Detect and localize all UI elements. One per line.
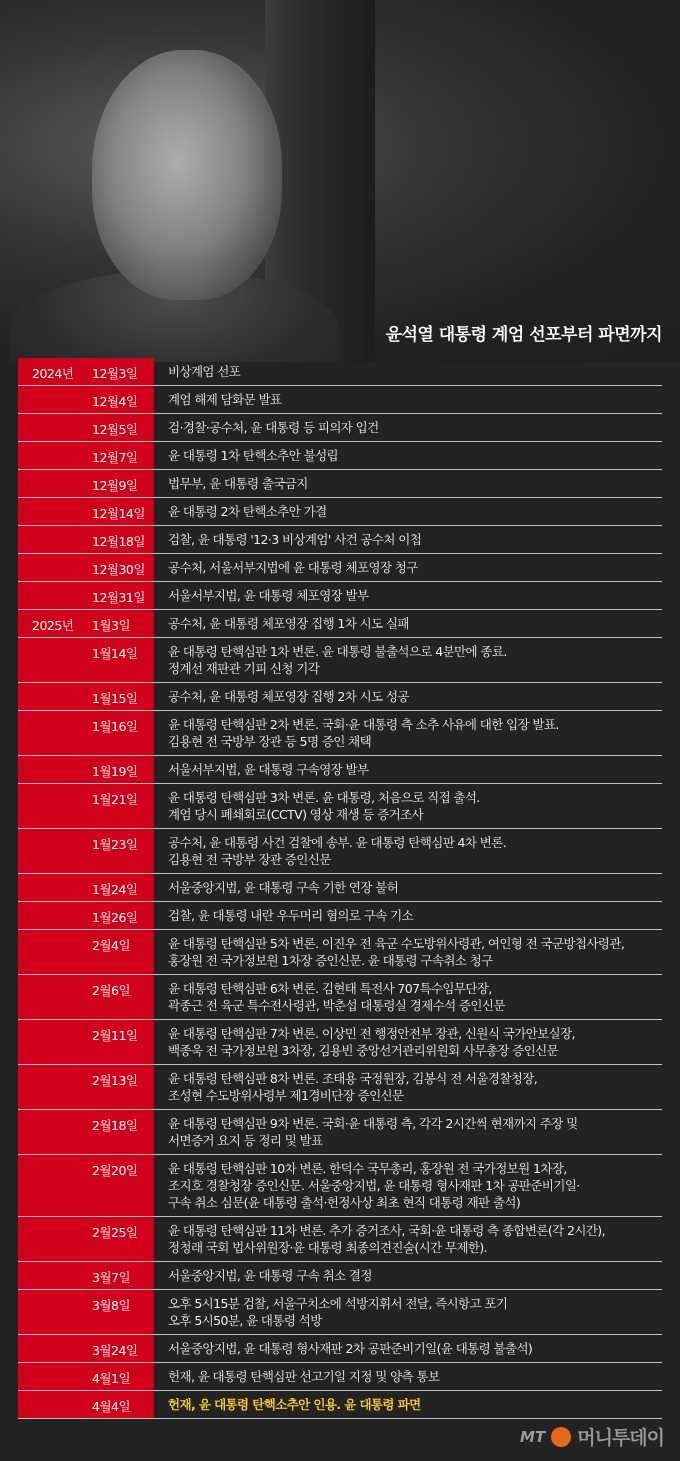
date-label: 12월5일 — [92, 422, 138, 437]
date-cell — [18, 829, 154, 873]
event-cell — [154, 756, 662, 783]
timeline-row — [18, 756, 662, 784]
event-text: 백종욱 전 국가정보원 3차장, 김용빈 중앙선거관리위원회 사무총장 증인신문 — [168, 1043, 559, 1058]
event-text: 오후 5시15분 검찰, 서울구치소에 석방지휘서 전달, 즉시항고 포기 — [168, 1296, 508, 1311]
event-text: 법무부, 윤 대통령 출국금지 — [168, 476, 308, 491]
timeline-row — [18, 442, 662, 470]
date-cell — [18, 756, 154, 783]
timeline-row — [18, 554, 662, 582]
date-label: 2월20일 — [92, 1163, 138, 1178]
event-text: 윤 대통령 탄핵심판 1차 변론. 윤 대통령 불출석으로 4분만에 종료. — [168, 644, 507, 659]
event-cell — [154, 874, 662, 901]
date-cell — [18, 638, 154, 682]
timeline-row — [18, 358, 662, 386]
event-text: 서면증거 요지 등 정리 및 발표 — [168, 1133, 323, 1148]
timeline-row — [18, 711, 662, 756]
date-label: 12월4일 — [92, 394, 138, 409]
date-cell — [18, 414, 154, 441]
date-label: 1월16일 — [92, 719, 138, 734]
event-text: 계엄 해제 담화문 발표 — [168, 392, 282, 407]
event-text: 윤 대통령 탄핵심판 9차 변론. 국회·윤 대통령 측, 각각 2시간씩 현재까지 주장 및 — [168, 1116, 578, 1131]
timeline-row — [18, 638, 662, 683]
date-cell — [18, 498, 154, 525]
event-text: 정계선 재판관 기피 신청 기각 — [168, 661, 320, 676]
event-cell — [154, 1262, 662, 1289]
date-label: 1월3일 — [92, 618, 131, 633]
event-cell — [154, 638, 662, 682]
timeline-row — [18, 930, 662, 975]
date-cell — [18, 874, 154, 901]
date-cell — [18, 1155, 154, 1216]
date-label: 12월30일 — [92, 562, 145, 577]
date-cell — [18, 711, 154, 755]
timeline-row — [18, 902, 662, 930]
date-label: 12월3일 — [92, 366, 138, 381]
timeline-row — [18, 1217, 662, 1262]
event-text: 윤 대통령 탄핵심판 6차 변론. 김현태 특전사 707특수임무단장, — [168, 981, 492, 996]
timeline-row — [18, 1262, 662, 1290]
date-cell — [18, 554, 154, 581]
timeline-row — [18, 874, 662, 902]
date-label: 12월31일 — [92, 590, 145, 605]
date-cell — [18, 1391, 154, 1418]
timeline-table — [18, 358, 662, 1419]
event-text: 윤 대통령 탄핵심판 8차 변론. 조태용 국정원장, 김봉식 전 서울경찰청장, — [168, 1071, 538, 1086]
event-text: 홍장원 전 국가정보원 1차장 증인신문. 윤 대통령 구속취소 청구 — [168, 953, 493, 968]
event-text: 공수처, 윤 대통령 체포영장 집행 2차 시도 성공 — [168, 689, 409, 704]
date-label: 2월11일 — [92, 1028, 138, 1043]
event-text: 검찰, 윤 대통령 '12·3 비상계엄' 사건 공수처 이첩 — [168, 532, 422, 547]
event-cell — [154, 1335, 662, 1362]
event-cell — [154, 1391, 662, 1418]
date-label: 2월4일 — [92, 938, 131, 953]
timeline-row — [18, 784, 662, 829]
event-text: 검·경찰·공수처, 윤 대통령 등 피의자 입건 — [168, 420, 379, 435]
event-cell — [154, 784, 662, 828]
date-cell — [18, 386, 154, 413]
event-text: 김용현 전 국방부 장관 증인신문 — [168, 852, 331, 867]
date-label: 1월19일 — [92, 764, 138, 779]
date-cell — [18, 470, 154, 497]
timeline-row — [18, 683, 662, 711]
date-label: 3월24일 — [92, 1343, 138, 1358]
event-text: 서울중앙지법, 윤 대통령 구속 기한 연장 불허 — [168, 880, 399, 895]
timeline-row — [18, 829, 662, 874]
date-cell — [18, 610, 154, 637]
event-cell — [154, 829, 662, 873]
date-label: 2월25일 — [92, 1225, 138, 1240]
brand-logo — [520, 1423, 664, 1450]
date-label: 1월14일 — [92, 646, 138, 661]
date-cell — [18, 1262, 154, 1289]
date-label: 2월13일 — [92, 1073, 138, 1088]
event-text: 검찰, 윤 대통령 내란 우두머리 혐의로 구속 기소 — [168, 908, 414, 923]
date-label: 2월6일 — [92, 983, 131, 998]
date-label: 12월9일 — [92, 478, 138, 493]
event-cell — [154, 554, 662, 581]
event-cell — [154, 1363, 662, 1390]
date-label: 12월7일 — [92, 450, 138, 465]
timeline-row — [18, 1020, 662, 1065]
event-text: 윤 대통령 탄핵심판 2차 변론. 국회·윤 대통령 측 소추 사유에 대한 입장 발표. — [168, 717, 559, 732]
date-label: 4월1일 — [92, 1371, 131, 1386]
event-text: 비상계엄 선포 — [168, 364, 241, 379]
event-text: 공수처, 윤 대통령 사건 검찰에 송부. 윤 대통령 탄핵심판 4차 변론. — [168, 835, 507, 850]
timeline-row — [18, 414, 662, 442]
event-text: 구속 취소 심문(윤 대통령 출석·헌정사상 최초 현직 대통령 재판 출석) — [168, 1195, 521, 1210]
event-cell — [154, 1065, 662, 1109]
date-label: 12월18일 — [92, 534, 145, 549]
event-cell — [154, 358, 662, 385]
event-text: 윤 대통령 탄핵심판 5차 변론. 이진우 전 육군 수도방위사령관, 여인형 전 국군방첩사령관, — [168, 936, 625, 951]
event-text: 윤 대통령 탄핵심판 7차 변론. 이상민 전 행정안전부 장관, 신원식 국가안보실장, — [168, 1026, 575, 1041]
event-cell — [154, 1217, 662, 1261]
timeline-row — [18, 470, 662, 498]
event-cell — [154, 1290, 662, 1334]
date-cell — [18, 683, 154, 710]
hero-photo — [0, 0, 680, 362]
date-cell — [18, 1217, 154, 1261]
event-text: 공수처, 윤 대통령 체포영장 집행 1차 시도 실패 — [168, 616, 409, 631]
event-cell — [154, 386, 662, 413]
date-label: 4월4일 — [92, 1399, 131, 1414]
logo-mt: MT — [520, 1427, 546, 1446]
year-label: 2024년 — [32, 366, 74, 381]
event-cell — [154, 442, 662, 469]
timeline-row — [18, 582, 662, 610]
event-cell — [154, 975, 662, 1019]
timeline-row — [18, 975, 662, 1020]
timeline-row — [18, 1290, 662, 1335]
event-text: 서울중앙지법, 윤 대통령 형사재판 2차 공판준비기일(윤 대통령 불출석) — [168, 1341, 533, 1356]
timeline-row — [18, 1065, 662, 1110]
event-cell — [154, 414, 662, 441]
event-text: 조성현 수도방위사령부 제1경비단장 증인신문 — [168, 1088, 404, 1103]
event-text: 서울서부지법, 윤 대통령 구속영장 발부 — [168, 762, 369, 777]
event-text: 윤 대통령 탄핵심판 3차 변론. 윤 대통령, 처음으로 직접 출석. — [168, 790, 480, 805]
event-cell — [154, 1020, 662, 1064]
event-text: 곽종근 전 육군 특수전사령관, 박춘섭 대통령실 경제수석 증인신문 — [168, 998, 505, 1013]
event-text: 헌재, 윤 대통령 탄핵소추안 인용. 윤 대통령 파면 — [168, 1397, 421, 1412]
date-label: 1월24일 — [92, 882, 138, 897]
event-cell — [154, 610, 662, 637]
event-text: 윤 대통령 탄핵심판 11차 변론. 추가 증거조사, 국회·윤 대통령 측 종합변론(각 2시간), — [168, 1223, 605, 1238]
timeline-row — [18, 1363, 662, 1391]
event-text: 정청래 국회 법사위원장·윤 대통령 최종의견진술(시간 무제한). — [168, 1240, 488, 1255]
date-cell — [18, 526, 154, 553]
date-cell — [18, 902, 154, 929]
date-cell — [18, 975, 154, 1019]
date-cell — [18, 1335, 154, 1362]
date-label: 1월21일 — [92, 792, 138, 807]
event-cell — [154, 683, 662, 710]
event-text: 헌재, 윤 대통령 탄핵심판 선고기일 지정 및 양측 통보 — [168, 1369, 440, 1384]
event-cell — [154, 902, 662, 929]
event-text: 서울중앙지법, 윤 대통령 구속 취소 결정 — [168, 1268, 372, 1283]
event-cell — [154, 930, 662, 974]
portrait-head — [92, 50, 282, 300]
event-text: 공수처, 서울서부지법에 윤 대통령 체포영장 청구 — [168, 560, 418, 575]
timeline-row — [18, 1391, 662, 1419]
year-label: 2025년 — [32, 618, 74, 633]
logo-name: 머니투데이 — [577, 1427, 664, 1449]
date-cell — [18, 358, 154, 385]
event-cell — [154, 526, 662, 553]
timeline-row — [18, 610, 662, 638]
date-cell — [18, 1020, 154, 1064]
event-cell — [154, 498, 662, 525]
event-text: 김용현 전 국방부 장관 등 5명 증인 채택 — [168, 734, 372, 749]
date-label: 1월23일 — [92, 837, 138, 852]
date-cell — [18, 1290, 154, 1334]
event-text: 윤 대통령 1차 탄핵소추안 불성립 — [168, 448, 339, 463]
timeline-row — [18, 1335, 662, 1363]
event-cell — [154, 1110, 662, 1154]
timeline-row — [18, 526, 662, 554]
date-cell — [18, 784, 154, 828]
event-cell — [154, 470, 662, 497]
date-cell — [18, 1363, 154, 1390]
event-text: 조지호 경찰청장 증인신문. 서울중앙지법, 윤 대통령 형사재판 1차 공판준비기일· — [168, 1178, 580, 1193]
date-cell — [18, 1065, 154, 1109]
date-cell — [18, 1110, 154, 1154]
event-text: 계엄 당시 폐쇄회로(CCTV) 영상 재생 등 증거조사 — [168, 807, 424, 822]
timeline-row — [18, 386, 662, 414]
event-cell — [154, 1155, 662, 1216]
date-label: 12월14일 — [92, 506, 145, 521]
timeline-row — [18, 498, 662, 526]
page-title: 윤석열 대통령 계엄 선포부터 파면까지 — [385, 325, 662, 345]
event-text: 윤 대통령 2차 탄핵소추안 가결 — [168, 504, 327, 519]
date-cell — [18, 582, 154, 609]
date-label: 3월8일 — [92, 1298, 131, 1313]
event-cell — [154, 711, 662, 755]
event-text: 서울서부지법, 윤 대통령 체포영장 발부 — [168, 588, 369, 603]
date-label: 1월26일 — [92, 910, 138, 925]
event-text: 윤 대통령 탄핵심판 10차 변론. 한덕수 국무총리, 홍장원 전 국가정보원 1차장, — [168, 1161, 567, 1176]
timeline-row — [18, 1110, 662, 1155]
date-cell — [18, 930, 154, 974]
event-cell — [154, 582, 662, 609]
date-cell — [18, 442, 154, 469]
timeline-row — [18, 1155, 662, 1217]
date-label: 3월7일 — [92, 1270, 131, 1285]
date-label: 1월15일 — [92, 691, 138, 706]
event-text: 오후 5시50분, 윤 대통령 석방 — [168, 1313, 322, 1328]
date-label: 2월18일 — [92, 1118, 138, 1133]
logo-circle-icon — [551, 1427, 571, 1447]
